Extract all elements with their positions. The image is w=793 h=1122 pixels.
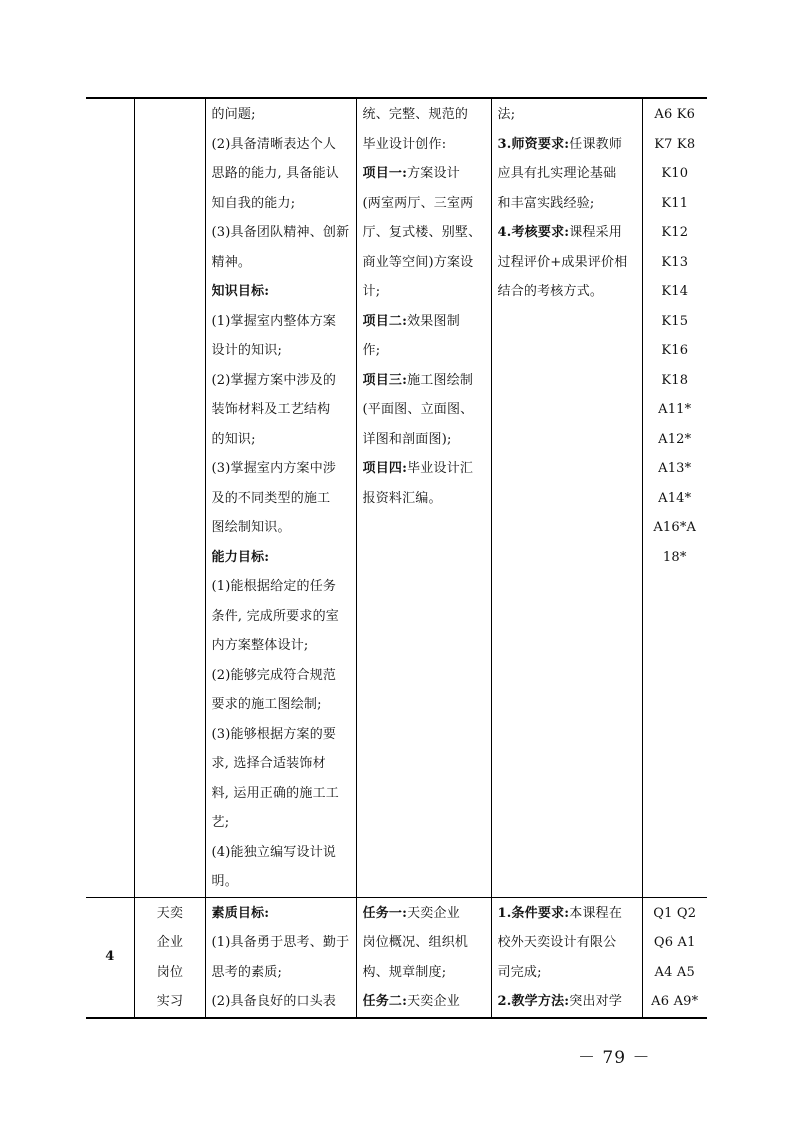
item-text: 统、完整、规范的 bbox=[362, 107, 469, 122]
content-cell bbox=[356, 98, 491, 897]
item-text: 和丰富实践经验; bbox=[497, 195, 595, 211]
requirements-cell bbox=[491, 897, 642, 1018]
item-text: 报资料汇编。 bbox=[362, 490, 442, 506]
code-line: K13 bbox=[661, 254, 689, 270]
item-text: 应具有扎实理论基础 bbox=[497, 166, 617, 181]
item-label: 项目三: bbox=[362, 372, 408, 388]
text-line bbox=[363, 248, 486, 278]
text-line: (2)掌握方案中涉及的 bbox=[211, 372, 337, 388]
text-line bbox=[498, 130, 637, 160]
item-text: 毕业设计创作: bbox=[362, 136, 447, 152]
code-line: A12* bbox=[658, 431, 692, 447]
text-line bbox=[498, 928, 637, 958]
item-text: 厅、复式楼、别墅、 bbox=[362, 225, 482, 240]
text-line: 思考的素质; bbox=[211, 964, 283, 980]
section-heading: 能力目标: bbox=[211, 549, 270, 565]
item-text: 课程采用 bbox=[569, 225, 623, 240]
text-line bbox=[498, 277, 637, 307]
text-line bbox=[363, 218, 486, 248]
item-label: 项目一: bbox=[362, 166, 408, 181]
item-text: 作; bbox=[362, 343, 381, 358]
text-line: (3)能够根据方案的要 bbox=[211, 726, 337, 742]
item-label: 项目四: bbox=[362, 461, 408, 476]
code-line: K10 bbox=[661, 166, 689, 181]
text-line bbox=[498, 958, 637, 988]
text-line: (1)能根据给定的任务 bbox=[211, 579, 337, 594]
number-cell bbox=[86, 98, 134, 897]
text-line bbox=[363, 130, 486, 160]
item-text: 本课程在 bbox=[569, 905, 623, 921]
text-line bbox=[498, 189, 637, 219]
text-line bbox=[363, 277, 486, 307]
text-line bbox=[498, 159, 637, 189]
text-line bbox=[363, 336, 486, 366]
text-line: 艺; bbox=[211, 815, 230, 830]
item-text: 商业等空间)方案设 bbox=[362, 254, 474, 270]
code-line: Q6 A1 bbox=[653, 935, 696, 950]
content-cell bbox=[356, 897, 491, 1018]
item-text: 方案设计 bbox=[407, 166, 460, 181]
text-line: (4)能独立编写设计说 bbox=[211, 844, 337, 860]
item-label: 3.师资要求: bbox=[497, 136, 570, 152]
course-name-line: 天奕 bbox=[156, 905, 184, 921]
text-line: (1)掌握室内整体方案 bbox=[211, 313, 337, 329]
text-line: 装饰材料及工艺结构 bbox=[211, 402, 331, 417]
table-row bbox=[86, 98, 707, 897]
code-line: A16*A bbox=[653, 520, 697, 535]
code-line: K18 bbox=[661, 372, 689, 388]
text-line: 的知识; bbox=[211, 431, 256, 447]
code-line: A6 K6 bbox=[654, 107, 696, 122]
item-text: 效果图制 bbox=[407, 313, 460, 329]
item-text: 过程评价+成果评价相 bbox=[497, 254, 628, 270]
course-name-line: 实习 bbox=[156, 994, 184, 1009]
text-line bbox=[363, 307, 486, 337]
code-line: K11 bbox=[661, 195, 689, 211]
item-label: 1.条件要求: bbox=[497, 905, 570, 921]
item-label: 项目二: bbox=[362, 313, 408, 329]
text-line: (2)具备清晰表达个人 bbox=[211, 136, 337, 152]
code-line: K7 K8 bbox=[654, 136, 696, 152]
item-text: 构、规章制度; bbox=[362, 964, 447, 980]
text-line: 条件, 完成所要求的室 bbox=[211, 608, 339, 624]
codes-cell bbox=[642, 897, 707, 1018]
item-text: (平面图、立面图、 bbox=[362, 402, 474, 417]
code-line: A13* bbox=[658, 461, 692, 476]
text-line: (1)具备勇于思考、勤于 bbox=[211, 935, 350, 950]
page-number: － 79 － bbox=[578, 1048, 651, 1068]
code-line: K14 bbox=[661, 284, 689, 299]
item-text: 详图和剖面图); bbox=[362, 431, 452, 447]
text-line bbox=[363, 395, 486, 425]
section-heading: 素质目标: bbox=[211, 905, 270, 921]
code-line: Q1 Q2 bbox=[653, 905, 697, 921]
text-line bbox=[363, 454, 486, 484]
item-label: 2.教学方法: bbox=[497, 994, 570, 1009]
text-line bbox=[363, 987, 486, 1017]
item-text: 计; bbox=[362, 284, 381, 299]
code-line: K12 bbox=[661, 225, 689, 240]
text-line bbox=[363, 958, 486, 988]
item-label: 4.考核要求: bbox=[497, 225, 570, 240]
item-text: 任课教师 bbox=[569, 136, 623, 152]
code-line: A6 A9* bbox=[651, 994, 699, 1009]
text-line bbox=[363, 189, 486, 219]
text-line: 设计的知识; bbox=[211, 343, 283, 358]
item-text: 天奕企业 bbox=[407, 905, 460, 921]
item-text: 校外天奕设计有限公 bbox=[497, 935, 617, 950]
text-line: (3)掌握室内方案中涉 bbox=[211, 461, 337, 476]
text-line: 要求的施工图绘制; bbox=[211, 697, 322, 712]
item-label: 任务一: bbox=[362, 905, 408, 921]
item-text: 结合的考核方式。 bbox=[497, 284, 604, 299]
item-text: 法; bbox=[497, 107, 516, 122]
code-line: A11* bbox=[658, 402, 692, 417]
course-name-cell bbox=[134, 897, 205, 1018]
course-name-line: 岗位 bbox=[156, 964, 184, 980]
code-line: A4 A5 bbox=[654, 964, 695, 980]
item-text: 天奕企业 bbox=[407, 994, 460, 1009]
text-line: 精神。 bbox=[211, 254, 252, 270]
text-line: 料, 运用正确的施工工 bbox=[211, 785, 339, 801]
item-text: 毕业设计汇 bbox=[407, 461, 474, 476]
text-line bbox=[363, 899, 486, 929]
text-line bbox=[498, 987, 637, 1017]
item-text: 施工图绘制 bbox=[407, 372, 474, 388]
code-line: 18* bbox=[662, 549, 687, 565]
code-line: K15 bbox=[661, 313, 689, 329]
row-number: 4 bbox=[86, 897, 134, 1018]
text-line: (2)能够完成符合规范 bbox=[211, 667, 337, 683]
objectives-cell bbox=[205, 98, 356, 897]
text-line bbox=[363, 159, 486, 189]
item-label: 任务二: bbox=[362, 994, 408, 1009]
item-text: 司完成; bbox=[497, 964, 542, 980]
text-line bbox=[498, 100, 637, 130]
item-text: (两室两厅、三室两 bbox=[362, 195, 474, 211]
text-line bbox=[498, 248, 637, 278]
text-line bbox=[363, 484, 486, 514]
text-line: 明。 bbox=[211, 874, 238, 889]
text-line: 求, 选择合适装饰材 bbox=[211, 756, 326, 771]
text-line bbox=[363, 425, 486, 455]
text-line: 思路的能力, 具备能认 bbox=[211, 166, 339, 181]
text-line: 及的不同类型的施工 bbox=[211, 490, 331, 506]
requirements-cell bbox=[491, 98, 642, 897]
text-line: 内方案整体设计; bbox=[211, 638, 309, 653]
text-line: (3)具备团队精神、创新 bbox=[211, 225, 350, 240]
text-line bbox=[498, 218, 637, 248]
code-line: K16 bbox=[661, 343, 689, 358]
code-line: A14* bbox=[658, 490, 692, 506]
text-line bbox=[363, 100, 486, 130]
course-name-cell bbox=[134, 98, 205, 897]
objectives-cell bbox=[205, 897, 356, 1018]
course-table bbox=[86, 97, 707, 1019]
table-row bbox=[86, 897, 707, 1018]
codes-cell bbox=[642, 98, 707, 897]
text-line: (2)具备良好的口头表 bbox=[211, 994, 337, 1009]
text-line: 的问题; bbox=[211, 107, 256, 122]
section-heading: 知识目标: bbox=[211, 284, 270, 299]
text-line: 知自我的能力; bbox=[211, 195, 296, 211]
text-line bbox=[363, 928, 486, 958]
text-line bbox=[363, 366, 486, 396]
text-line: 图绘制知识。 bbox=[211, 520, 291, 535]
item-text: 岗位概况、组织机 bbox=[362, 935, 469, 950]
item-text: 突出对学 bbox=[569, 994, 623, 1009]
text-line bbox=[498, 899, 637, 929]
course-name-line: 企业 bbox=[156, 935, 184, 950]
